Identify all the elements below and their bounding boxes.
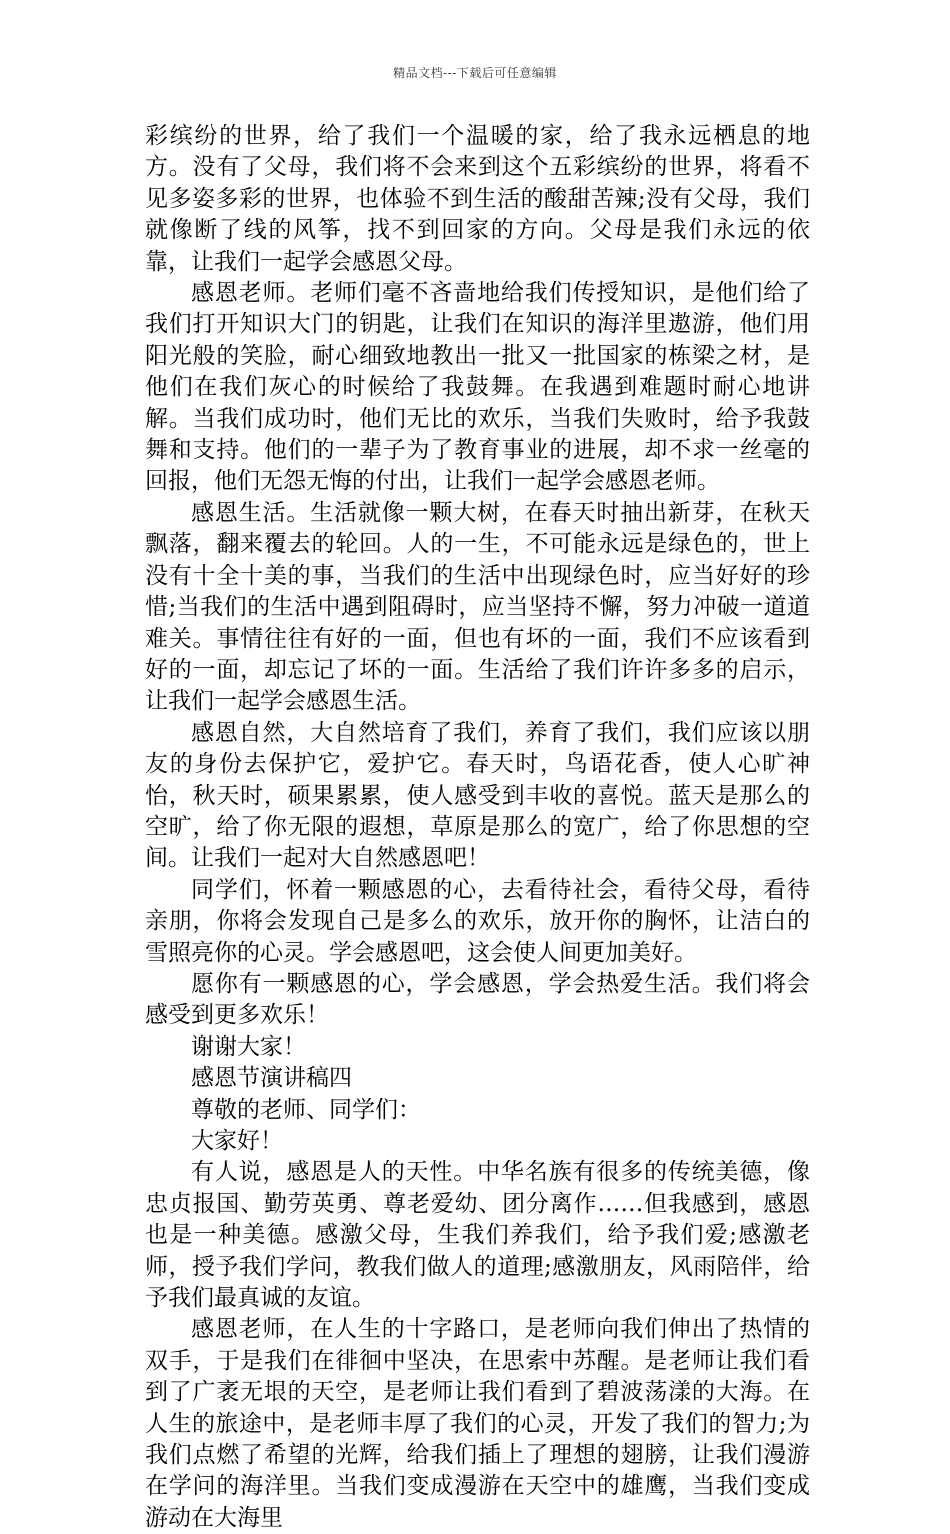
- paragraph-6: 愿你有一颗感恩的心，学会感恩，学会热爱生活。我们将会感受到更多欢乐！: [145, 970, 810, 1029]
- paragraph-4: 感恩自然，大自然培育了我们，养育了我们，我们应该以朋友的身份去保护它，爱护它。春天时，鸟语花香，使人心旷神怡，秋天时，硕果累累，使人感受到丰收的喜悦。蓝天是那么的空旷，给了你无限的遐想，草原是那么的宽广，给了你思想的空间。让我们一起对大自然感恩吧！: [145, 719, 810, 872]
- paragraph-1: 彩缤纷的世界，给了我们一个温暖的家，给了我永远栖息的地方。没有了父母，我们将不会来到这个五彩缤纷的世界，将看不见多姿多彩的世界，也体验不到生活的酸甜苦辣;没有父母，我们就像断了线的风筝，找不到回家的方向。父母是我们永远的依靠，让我们一起学会感恩父母。: [145, 123, 810, 275]
- paragraph-greeting: 大家好！: [191, 1128, 283, 1154]
- paragraph-11: 有人说，感恩是人的天性。中华名族有很多的传统美德，像忠贞报国、勤劳英勇、尊老爱幼、团分离作……但我感到，感恩也是一种美德。感激父母，生我们养我们，给予我们爱;感激老师，授予我们学问，教我们做人的道理;感激朋友，风雨陪伴，给予我们最真诚的友谊。: [145, 1159, 810, 1312]
- paragraph-2: 感恩老师。老师们毫不吝啬地给我们传授知识，是他们给了我们打开知识大门的钥匙，让我们在知识的海洋里遨游，他们用阳光般的笑脸，耐心细致地教出一批又一批国家的栋梁之材，是他们在我们灰心的时候给了我鼓舞。在我遇到难题时耐心地讲解。当我们成功时，他们无比的欢乐，当我们失败时，给予我鼓舞和支持。他们的一辈子为了教育事业的进展，却不求一丝毫的回报，他们无怨无悔的付出，让我们一起学会感恩老师。: [145, 280, 810, 495]
- paragraph-3: 感恩生活。生活就像一颗大树，在春天时抽出新芽，在秋天飘落，翻来覆去的轮回。人的一生，不可能永远是绿色的，世上没有十全十美的事，当我们的生活中出现绿色时，应当好好的珍惜;当我们的生活中遇到阻碍时，应当坚持不懈，努力冲破一道道难关。事情往往有好的一面，但也有坏的一面，我们不应该看到好的一面，却忘记了坏的一面。生活给了我们许许多多的启示，让我们一起学会感恩生活。: [145, 499, 810, 715]
- page-header: 精品文档---下载后可任意编辑: [393, 66, 557, 80]
- paragraph-salutation: 尊敬的老师、同学们：: [191, 1096, 421, 1123]
- document-body: [145, 121, 810, 1534]
- paragraph-12: 感恩老师，在人生的十字路口，是老师向我们伸出了热情的双手，于是我们在徘徊中坚决，在思索中苏醒。是老师让我们看到了广袤无垠的天空，是老师让我们看到了碧波荡漾的大海。在人生的旅途中，是老师丰厚了我们的心灵，开发了我们的智力;为我们点燃了希望的光辉，给我们插上了理想的翅膀，让我们漫游在学问的海洋里。当我们变成漫游在天空中的雄鹰，当我们变成游动在大海里: [145, 1316, 810, 1531]
- section-title: 感恩节演讲稿四: [191, 1065, 352, 1092]
- paragraph-7: 谢谢大家！: [191, 1033, 306, 1060]
- paragraph-5: 同学们，怀着一颗感恩的心，去看待社会，看待父母，看待亲朋，你将会发现自己是多么的欢乐，放开你的胸怀，让洁白的雪照亮你的心灵。学会感恩吧，这会使人间更加美好。: [145, 876, 810, 966]
